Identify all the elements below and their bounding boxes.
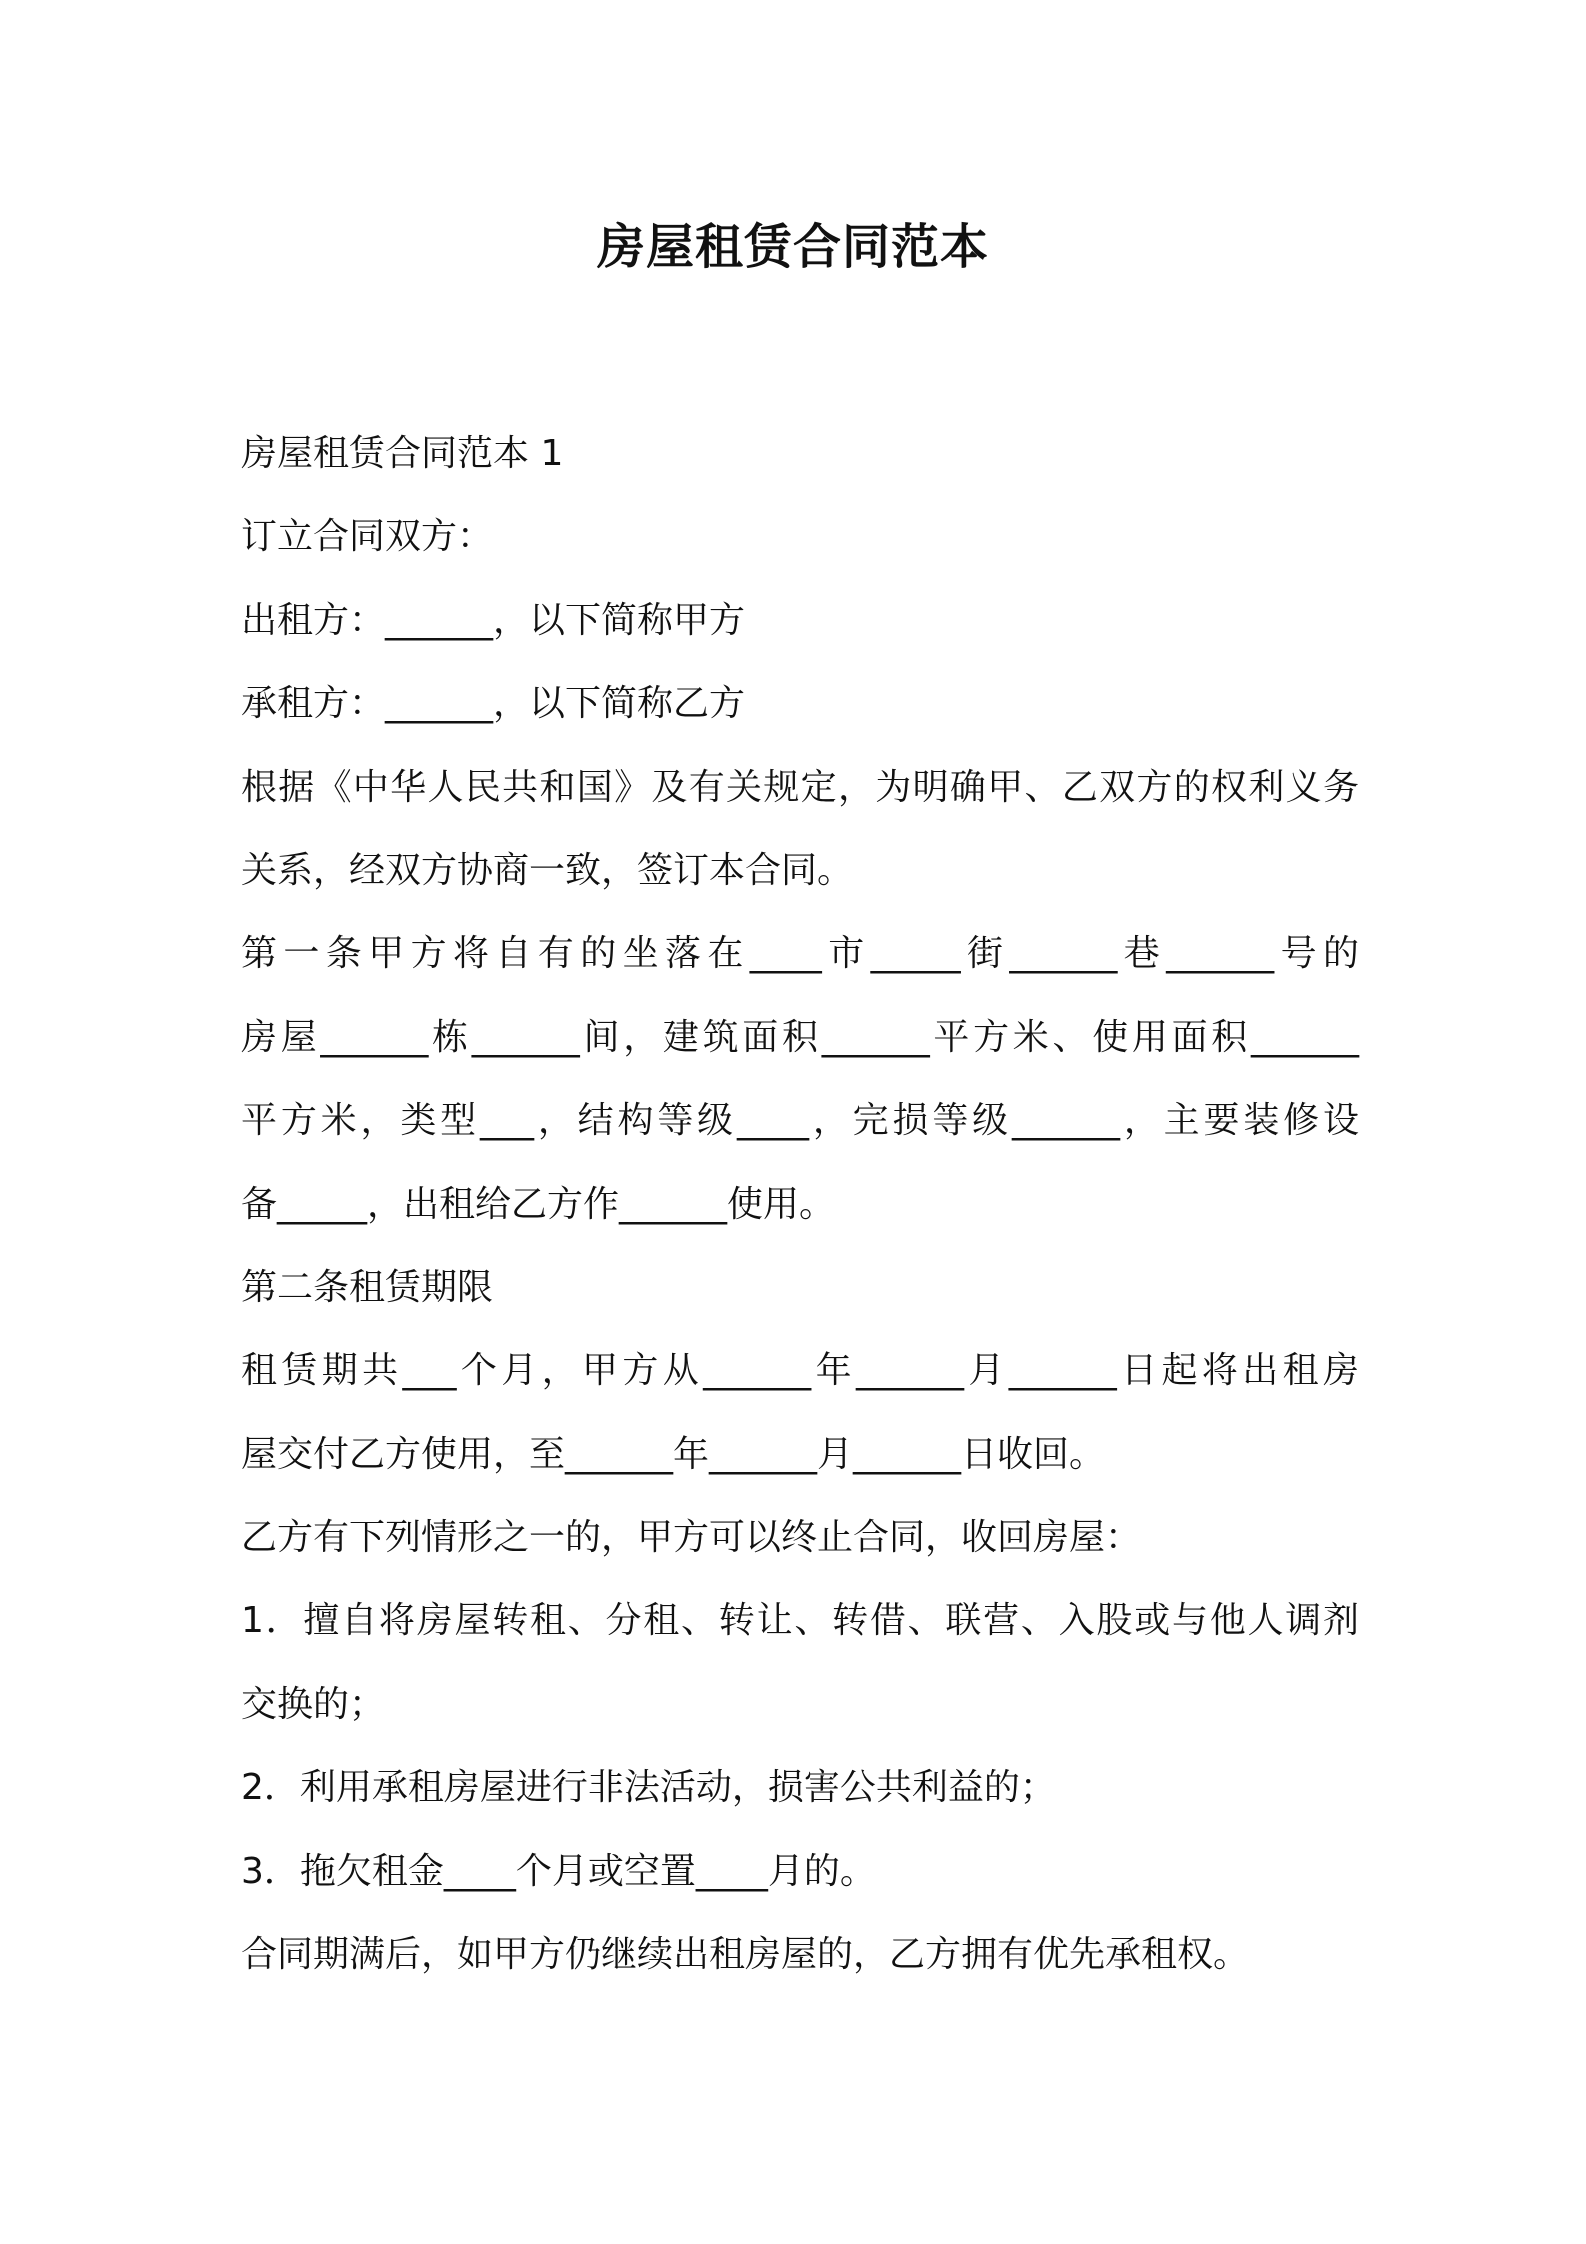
paragraph-line: 第一条甲方将自有的坐落在____市_____街______巷______号的 <box>241 933 1359 975</box>
paragraph-line: 租赁期共___个月，甲方从______年______月______日起将出租房 <box>241 1350 1359 1392</box>
paragraph-line: 1．擅自将房屋转租、分租、转让、转借、联营、入股或与他人调剂 <box>241 1600 1359 1642</box>
paragraph-line: 房屋租赁合同范本 1 <box>241 433 564 474</box>
paragraph-line: 关系，经双方协商一致，签订本合同。 <box>241 849 854 891</box>
paragraph-line: 房屋______栋______间，建筑面积______平方米、使用面积______ <box>241 1016 1359 1058</box>
paragraph-line: 屋交付乙方使用，至______年______月______日收回。 <box>241 1433 1106 1475</box>
paragraph-line: 2．利用承租房屋进行非法活动，损害公共利益的； <box>241 1767 1056 1809</box>
paragraph-line: 平方米，类型___，结构等级____，完损等级______，主要装修设 <box>241 1100 1359 1142</box>
paragraph-line: 承租方：______，以下简称乙方 <box>241 683 746 725</box>
document-body <box>241 412 1359 1996</box>
document-title: 房屋租赁合同范本 <box>596 219 989 275</box>
paragraph-line: 第二条租赁期限 <box>241 1266 494 1308</box>
paragraph-line: 乙方有下列情形之一的，甲方可以终止合同，收回房屋： <box>241 1517 1142 1559</box>
paragraph-line: 交换的； <box>241 1683 386 1725</box>
paragraph-line: 合同期满后，如甲方仍继续出租房屋的，乙方拥有优先承租权。 <box>241 1934 1250 1976</box>
paragraph-line: 3．拖欠租金____个月或空置____月的。 <box>241 1850 876 1892</box>
paragraph-line: 出租方：______，以下简称甲方 <box>241 599 746 641</box>
paragraph-line: 订立合同双方： <box>241 516 494 558</box>
paragraph-line: 备_____，出租给乙方作______使用。 <box>241 1183 836 1225</box>
paragraph-line: 根据《中华人民共和国》及有关规定，为明确甲、乙双方的权利义务 <box>241 766 1359 808</box>
